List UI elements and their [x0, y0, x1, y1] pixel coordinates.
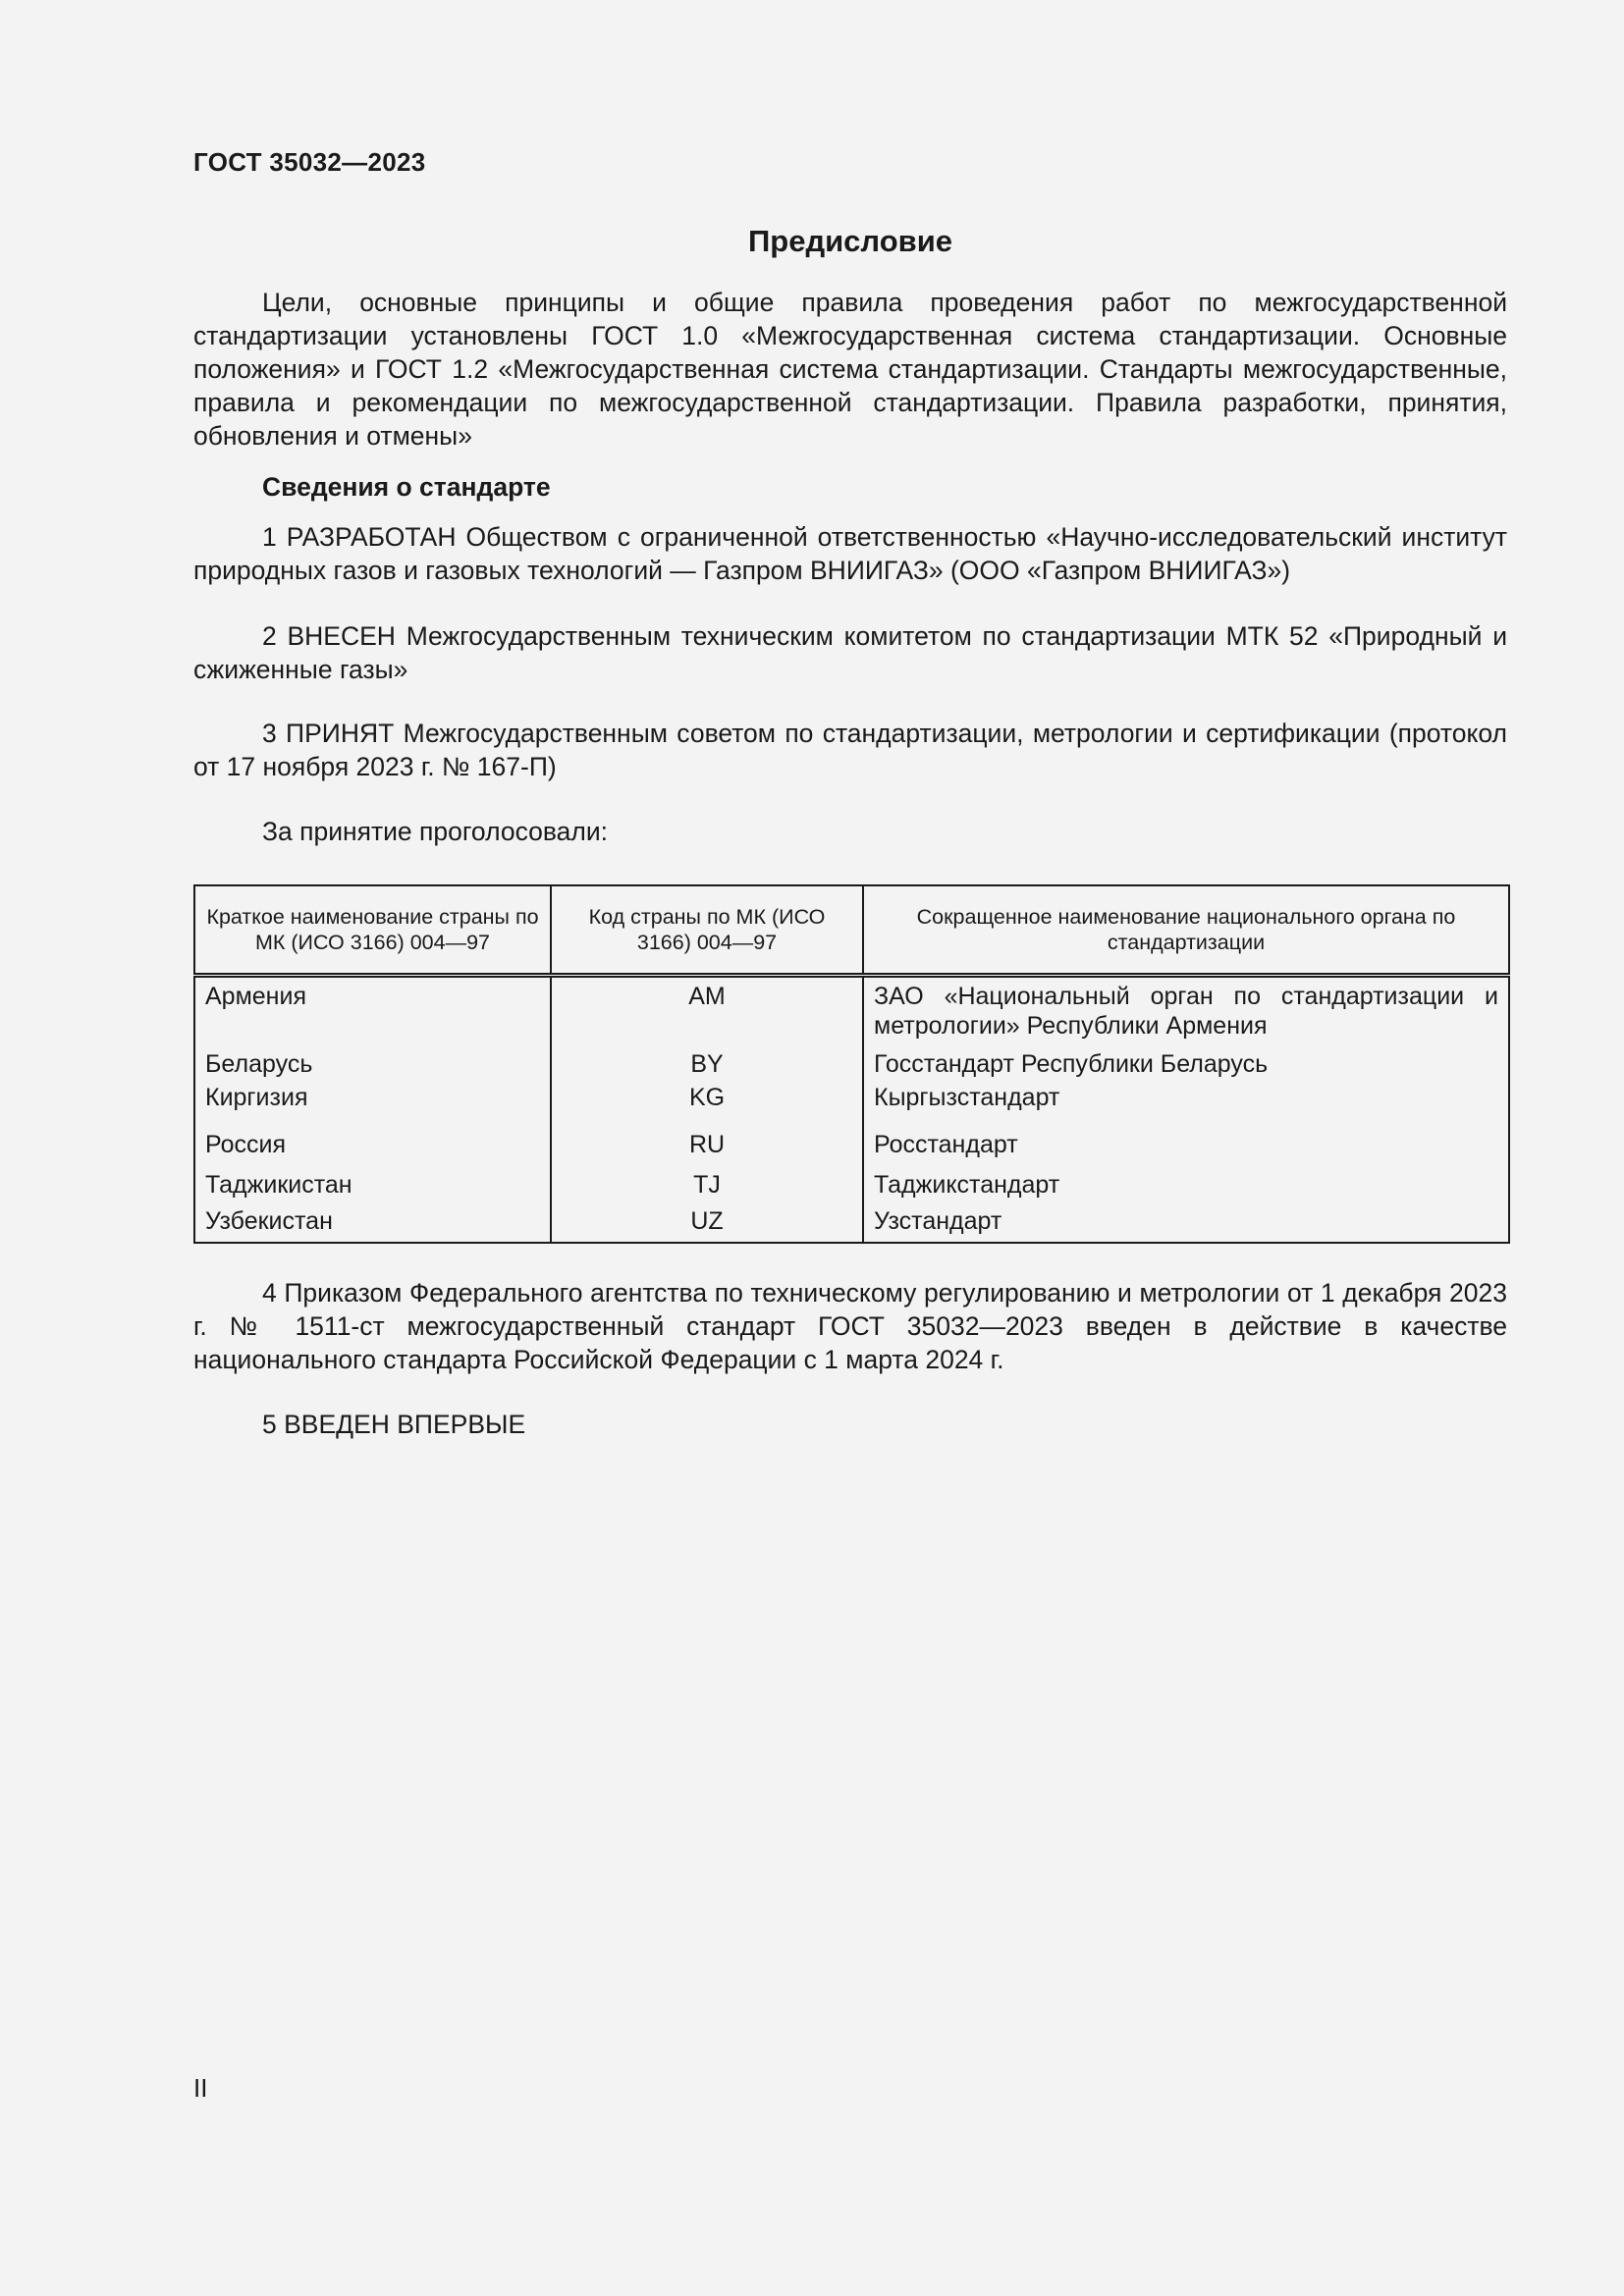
- document-code: ГОСТ 35032—2023: [193, 147, 426, 177]
- cell-code: BY: [551, 1041, 863, 1079]
- cell-body: Таджикстандарт: [863, 1159, 1509, 1200]
- cell-body: Росстандарт: [863, 1116, 1509, 1159]
- cell-code: TJ: [551, 1159, 863, 1200]
- cell-country: Беларусь: [205, 1050, 313, 1078]
- voting-countries-table: [193, 884, 1510, 1244]
- item-enacted: 4 Приказом Федерального агентства по техническому регулированию и метрологии от 1 декабря 2023 г. № 1511-ст межгосударственный стандарт ГОСТ 35032—2023 введен в действие в качестве национального стандарта Российской Федерации с 1 марта 2024 г.: [193, 1278, 1507, 1374]
- table-row: [194, 1079, 1509, 1116]
- cell-body: Узстандарт: [863, 1200, 1509, 1243]
- cell-body: Кыргызстандарт: [863, 1079, 1509, 1116]
- table-header-row: [194, 885, 1509, 976]
- page-number: II: [193, 2073, 208, 2103]
- table-row: [194, 976, 1509, 1041]
- intro-paragraph: Цели, основные принципы и общие правила проведения работ по межгосударственной стандартизации установлены ГОСТ 1.0 «Межгосударственная система стандартизации. Основные положения» и ГОСТ 1.2 «Межгосударственная система стандартизации. Стандарты межгосударственные, правила и рекомендации по межгосударственной стандартизации. Правила разработки, принятия, обновления и отмены»: [193, 288, 1507, 451]
- table-row: [194, 1200, 1509, 1243]
- cell-country: Узбекистан: [205, 1206, 333, 1235]
- cell-body: ЗАО «Национальный орган по стандартизации и метрологии» Республики Армения: [863, 976, 1509, 1041]
- cell-country: Армения: [205, 983, 306, 1010]
- cell-code: AM: [551, 976, 863, 1041]
- item-first-introduced: 5 ВВЕДЕН ВПЕРВЫЕ: [262, 1410, 526, 1439]
- cell-code: RU: [551, 1116, 863, 1159]
- cell-code: KG: [551, 1079, 863, 1116]
- cell-country: Киргизия: [205, 1084, 308, 1111]
- column-header-country: Краткое наименование страны по МК (ИСО 3166) 004—97: [194, 885, 551, 976]
- column-header-code: Код страны по МК (ИСО 3166) 004—97: [551, 885, 863, 976]
- info-heading: Сведения о стандарте: [262, 472, 551, 502]
- voted-label: За принятие проголосовали:: [262, 817, 609, 846]
- table-row: [194, 1159, 1509, 1200]
- cell-code: UZ: [551, 1200, 863, 1243]
- item-developed: 1 РАЗРАБОТАН Обществом с ограниченной ответственностью «Научно-исследовательский институт природных газов и газовых технологий — Газпром ВНИИГАЗ» (ООО «Газпром ВНИИГАЗ»): [193, 522, 1507, 585]
- cell-country: Россия: [205, 1131, 286, 1158]
- table-row: [194, 1041, 1509, 1079]
- item-introduced: 2 ВНЕСЕН Межгосударственным техническим комитетом по стандартизации МТК 52 «Природный и сжиженные газы»: [193, 621, 1507, 684]
- cell-body: Госстандарт Республики Беларусь: [863, 1041, 1509, 1079]
- cell-country: Таджикистан: [205, 1171, 352, 1199]
- column-header-body: Сокращенное наименование национального органа по стандартизации: [863, 885, 1509, 976]
- page-title: Предисловие: [747, 224, 952, 258]
- item-adopted: 3 ПРИНЯТ Межгосударственным советом по стандартизации, метрологии и сертификации (протокол от 17 ноября 2023 г. № 167-П): [193, 719, 1507, 781]
- table-row: [194, 1116, 1509, 1159]
